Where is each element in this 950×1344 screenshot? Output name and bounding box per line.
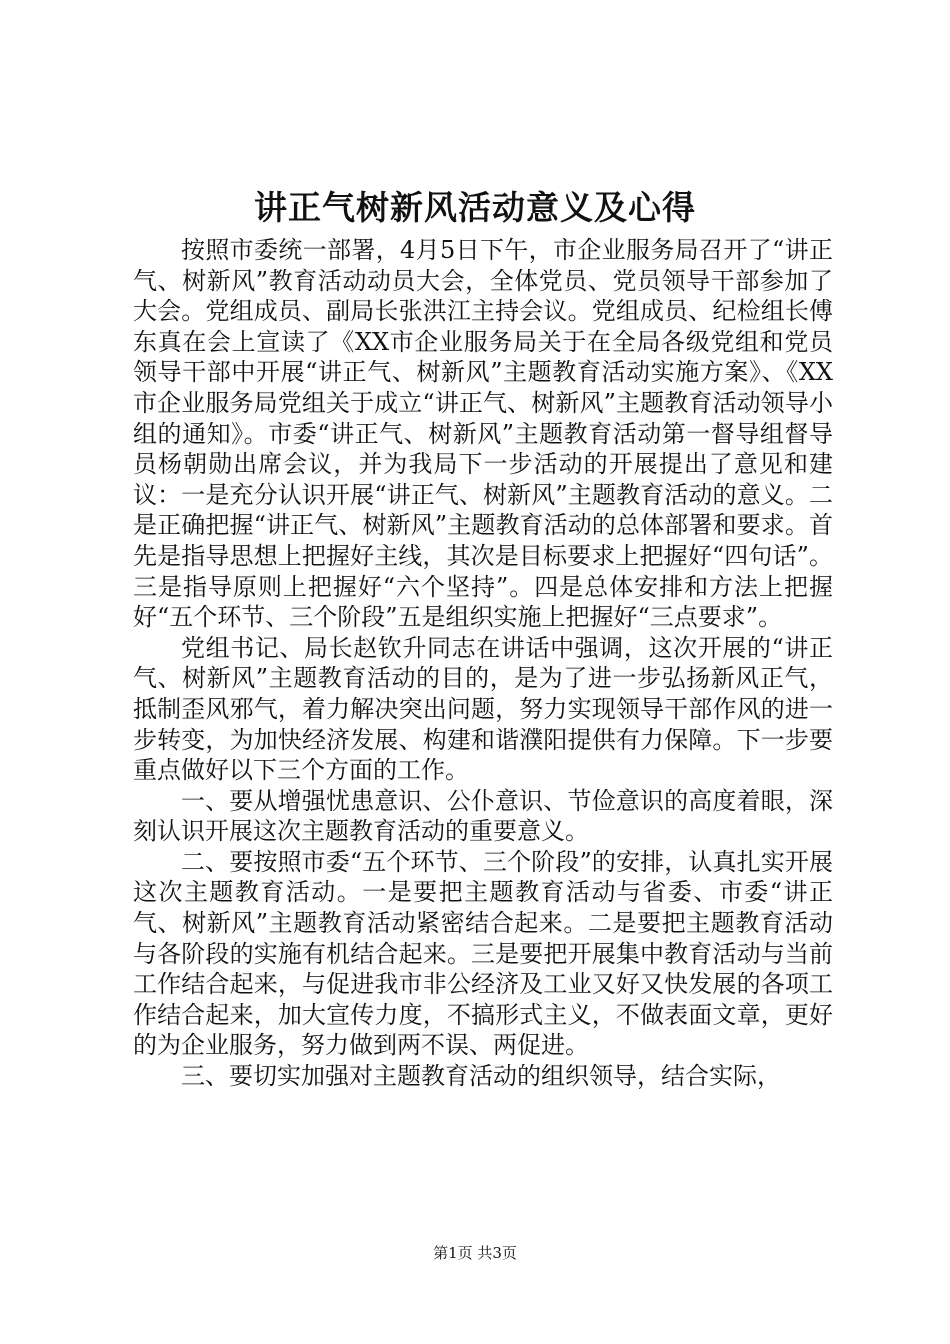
document-body — [133, 235, 833, 1092]
paragraph-3: 一、要从增强忧患意识、公仆意识、节俭意识的高度着眼，深刻认识开展这次主题教育活动的重要意义。 — [133, 786, 833, 846]
paragraph-5: 三、要切实加强对主题教育活动的组织领导，结合实际， — [181, 1062, 781, 1091]
paragraph-1: 按照市委统一部署，4月5日下午，市企业服务局召开了“讲正气、树新风”教育活动动员大会，全体党员、党员领导干部参加了大会。党组成员、副局长张洪江主持会议。党组成员、纪检组长傅东真在会上宣读了《XX市企业服务局关于在全局各级党组和党员领导干部中开展“讲正气、树新风”主题教育活动实施方案》、《XX市企业服务局党组关于成立“讲正气、树新风”主题教育活动领导小组的通知》。市委“讲正气、树新风”主题教育活动第一督导组督导员杨朝勋出席会议，并为我局下一步活动的开展提出了意见和建议：一是充分认识开展“讲正气、树新风”主题教育活动的意义。二是正确把握“讲正气、树新风”主题教育活动的总体部署和要求。首先是指导思想上把握好主线，其次是目标要求上把握好“四句话”。三是指导原则上把握好“六个坚持”。四是总体安排和方法上把握好“五个环节、三个阶段”五是组织实施上把握好“三点要求”。 — [133, 236, 833, 632]
paragraph-2: 党组书记、局长赵钦升同志在讲话中强调，这次开展的“讲正气、树新风”主题教育活动的目的，是为了进一步弘扬新风正气，抵制歪风邪气，着力解决突出问题，努力实现领导干部作风的进一步转变，为加快经济发展、构建和谐濮阳提供有力保障。下一步要重点做好以下三个方面的工作。 — [133, 633, 833, 785]
paragraph-4: 二、要按照市委“五个环节、三个阶段”的安排，认真扎实开展这次主题教育活动。一是要把主题教育活动与省委、市委“讲正气、树新风”主题教育活动紧密结合起来。二是要把主题教育活动与各阶段的实施有机结合起来。三是要把开展集中教育活动与当前工作结合起来，与促进我市非公经济及工业又好又快发展的各项工作结合起来，加大宣传力度，不搞形式主义，不做表面文章，更好的为企业服务，努力做到两不误、两促进。 — [133, 847, 833, 1060]
page-footer: 第1页 共3页 — [433, 1244, 517, 1262]
document-title: 讲正气树新风活动意义及心得 — [254, 188, 696, 227]
